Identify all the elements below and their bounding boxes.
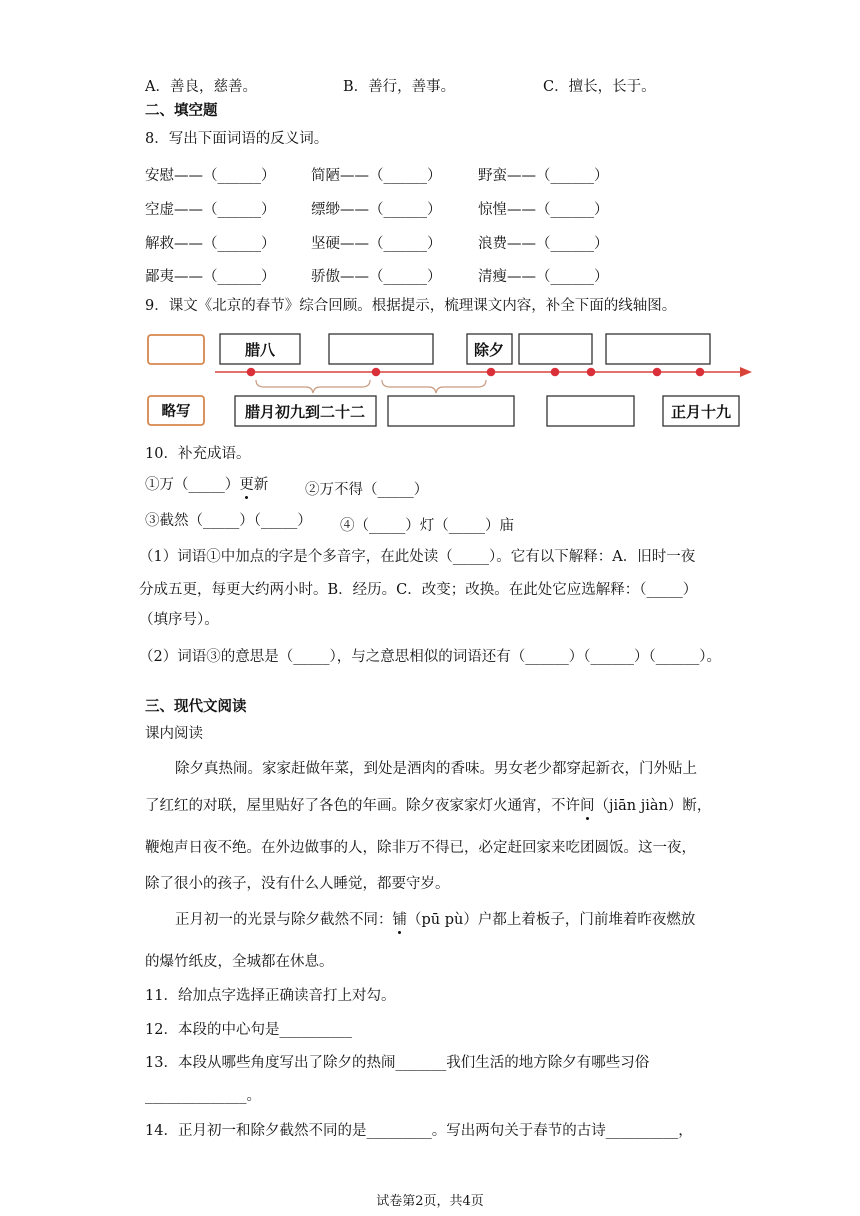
timeline-label-luexie: 略写 — [161, 404, 191, 420]
idiom-item-3: ③截然（_____）（_____） — [145, 513, 312, 529]
section-title-reading: 三、现代文阅读 — [145, 698, 247, 715]
antonym-cell: 坚硬——（______） — [311, 236, 442, 252]
question-12: 12．本段的中心句是__________ — [145, 1022, 352, 1038]
timeline-diagram — [0, 325, 860, 435]
timeline-dot — [247, 368, 256, 377]
idiom-item-4: ④（_____）灯（_____）庙 — [340, 518, 514, 534]
sub-question-2: （2）词语③的意思是（_____），与之意思相似的词语还有（______）（______）（______）。 — [139, 649, 721, 665]
timeline-dot — [696, 368, 705, 377]
antonym-cell: 简陋——（______） — [311, 168, 442, 184]
antonym-cell: 空虚——（______） — [145, 202, 276, 218]
question-13-line1: 13．本段从哪些角度写出了除夕的热闹_______我们生活的地方除夕有哪些习俗 — [145, 1055, 650, 1071]
timeline-box-blank — [329, 334, 433, 364]
idiom-item-1 — [145, 478, 268, 493]
timeline-brace — [382, 380, 486, 393]
dotted-char: 铺 — [392, 912, 407, 928]
dotted-char: 更 — [239, 477, 254, 493]
timeline-box-blank — [388, 396, 514, 426]
timeline-box-blank — [519, 334, 592, 364]
antonym-cell: 惊惶——（______） — [478, 202, 609, 218]
question-10-prompt: 10．补充成语。 — [145, 446, 251, 462]
timeline-box-blank — [606, 334, 710, 364]
antonym-cell: 浪费——（______） — [478, 236, 609, 252]
sub-question-1-line1: （1）词语①中加点的字是个多音字，在此处读（_____）。它有以下解释：A．旧时一夜 — [139, 549, 696, 565]
question-8-prompt: 8．写出下面词语的反义词。 — [145, 131, 329, 147]
timeline-dot — [372, 368, 381, 377]
antonym-cell: 野蛮——（______） — [478, 168, 609, 184]
timeline-dot — [653, 368, 662, 377]
antonym-cell: 安慰——（______） — [145, 168, 276, 184]
timeline-dot — [587, 368, 596, 377]
passage-line: 鞭炮声日夜不绝。在外边做事的人，除非万不得已，必定赶回家来吃团圆饭。这一夜， — [145, 840, 696, 856]
dotted-char: 间 — [580, 798, 595, 814]
antonym-cell: 解救——（______） — [145, 236, 276, 252]
passage-text: 正月初一的光景与除夕截然不同： — [175, 912, 393, 928]
question-11: 11．给加点字选择正确读音打上对勾。 — [145, 988, 396, 1004]
passage-line — [175, 913, 750, 928]
section-title-fill-blank: 二、填空题 — [145, 102, 218, 119]
question-9-prompt: 9．课文《北京的春节》综合回顾。根据提示，梳理课文内容，补全下面的线轴图。 — [145, 298, 677, 314]
passage-line: 除了很小的孩子，没有什么人睡觉，都要守岁。 — [145, 876, 450, 892]
timeline-box-blank-orange — [148, 335, 204, 364]
question-13-line2: ______________。 — [145, 1088, 261, 1104]
passage-line — [145, 799, 720, 814]
timeline-dot — [487, 368, 496, 377]
timeline-label-laba: 腊八 — [244, 341, 276, 359]
antonym-cell: 鄙夷——（______） — [145, 269, 276, 285]
reading-subtitle: 课内阅读 — [145, 726, 203, 742]
option-a: A．善良，慈善。 — [145, 79, 257, 95]
timeline-box-blank — [547, 396, 634, 426]
timeline-brace — [256, 380, 370, 393]
timeline-label-range: 腊月初九到二十二 — [244, 403, 366, 421]
antonym-cell: 缥缈——（______） — [311, 202, 442, 218]
timeline-dot — [551, 368, 560, 377]
timeline-label-end: 正月十九 — [670, 403, 732, 421]
antonym-cell: 清瘦——（______） — [478, 269, 609, 285]
passage-line: 的爆竹纸皮，全城都在休息。 — [145, 954, 334, 970]
passage-text: （jiān jiàn）断， — [594, 798, 712, 814]
idiom-item-2: ②万不得（_____） — [305, 482, 429, 498]
passage-line: 除夕真热闹。家家赶做年菜，到处是酒肉的香味。男女老少都穿起新衣，门外贴上 — [175, 761, 697, 777]
question-14: 14．正月初一和除夕截然不同的是_________。写出两句关于春节的古诗__________， — [145, 1123, 693, 1139]
idiom-item-1-pre: ①万（_____） — [145, 477, 240, 493]
option-b: B．善行，善事。 — [343, 79, 456, 95]
antonym-cell: 骄傲——（______） — [311, 269, 442, 285]
timeline-label-chuxi: 除夕 — [473, 341, 505, 359]
page-footer: 试卷第2页，共4页 — [376, 1194, 484, 1209]
option-c: C．擅长，长于。 — [543, 79, 656, 95]
sub-question-1-line3: （填序号）。 — [139, 612, 219, 628]
passage-text: （pū pù）户都上着板子，门前堆着昨夜燃放 — [407, 912, 696, 928]
idiom-item-1-post: 新 — [253, 477, 269, 493]
passage-text: 了红红的对联，屋里贴好了各色的年画。除夕夜家家灯火通宵，不许 — [145, 798, 580, 814]
sub-question-1-line2: 分成五更，每更大约两小时。B．经历。C．改变；改换。在此处它应选解释：（_____） — [139, 582, 698, 598]
timeline-arrow-head — [740, 367, 752, 377]
